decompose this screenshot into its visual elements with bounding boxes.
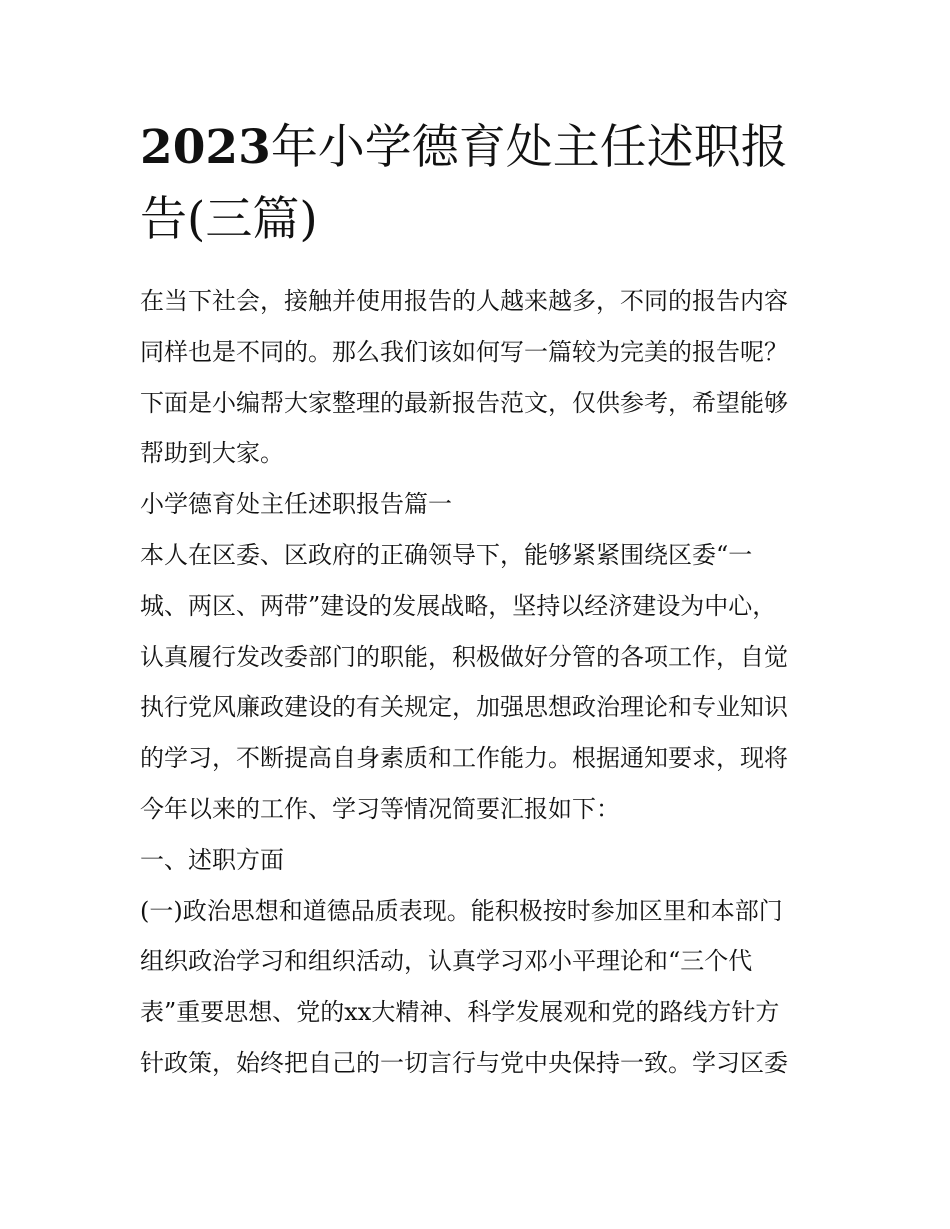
- body-line: 城、两区、两带”建设的发展战略，坚持以经济建设为中心，: [140, 591, 777, 620]
- body-line: 下面是小编帮大家整理的最新报告范文，仅供参考，希望能够: [140, 388, 788, 417]
- section-heading: 小学德育处主任述职报告篇一: [140, 490, 452, 519]
- body-line: 针政策，始终把自己的一切言行与党中央保持一致。学习区委: [140, 1048, 788, 1077]
- document-body: [140, 276, 820, 1089]
- body-line: 帮助到大家。: [140, 439, 284, 468]
- body-line: 执行党风廉政建设的有关规定，加强思想政治理论和专业知识: [140, 693, 788, 722]
- body-line: 本人在区委、区政府的正确领导下，能够紧紧围绕区委“一: [140, 540, 753, 569]
- subsection-heading: 一、述职方面: [140, 845, 284, 874]
- title-year: 2023: [140, 120, 271, 175]
- body-line: 的学习，不断提高自身素质和工作能力。根据通知要求，现将: [140, 744, 788, 773]
- body-line: 同样也是不同的。那么我们该如何写一篇较为完美的报告呢？: [140, 337, 788, 366]
- body-line: 表”重要思想、党的xx大精神、科学发展观和党的路线方针方: [140, 998, 780, 1027]
- document-title: [140, 112, 820, 256]
- body-line: (一)政治思想和道德品质表现。能积极按时参加区里和本部门: [140, 896, 783, 925]
- body-line: 在当下社会，接触并使用报告的人越来越多，不同的报告内容: [140, 287, 788, 315]
- body-line: 认真履行发改委部门的职能，积极做好分管的各项工作，自觉: [140, 642, 788, 671]
- body-line: 组织政治学习和组织活动，认真学习邓小平理论和“三个代: [140, 947, 753, 976]
- title-line2: 告(三篇): [140, 192, 318, 247]
- body-line: 今年以来的工作、学习等情况简要汇报如下：: [140, 794, 620, 823]
- title-line1-rest: 年小学德育处主任述职报: [270, 120, 788, 175]
